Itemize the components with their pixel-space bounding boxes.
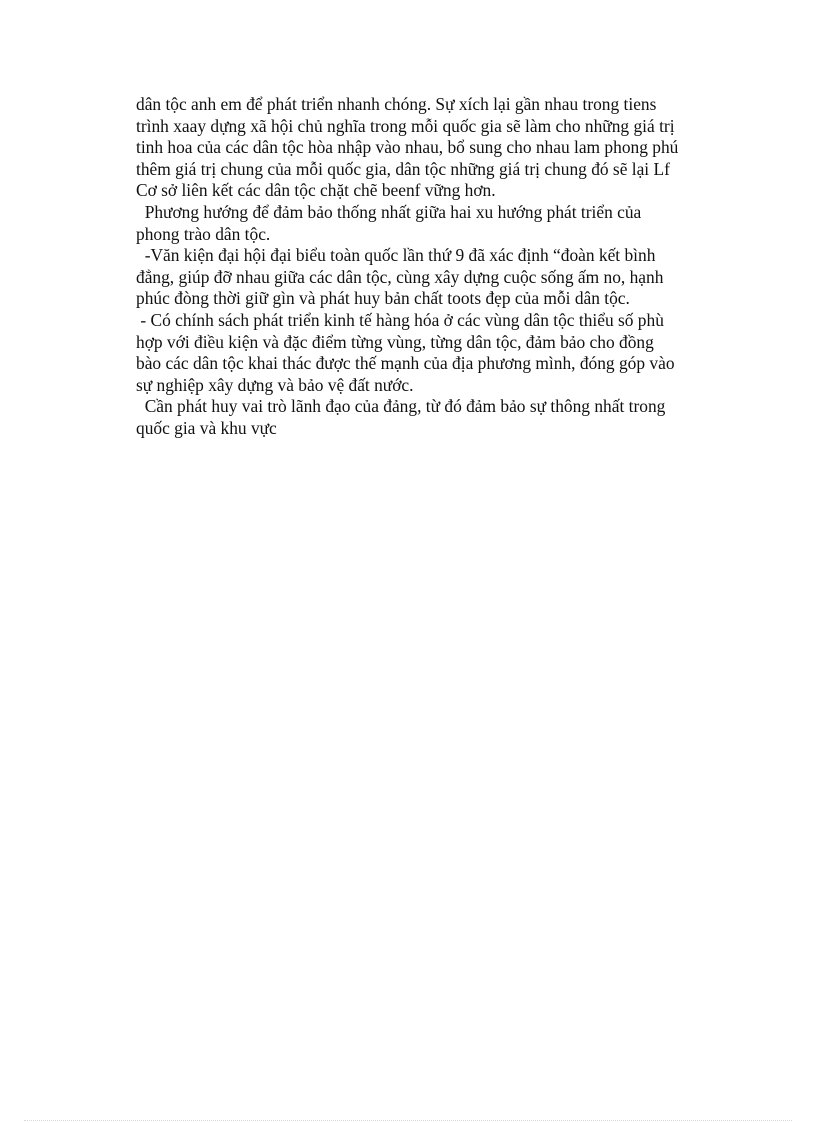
text-line: Phương hướng để đảm bảo thống nhất giữa hai xu hướng phát triển của <box>136 201 642 222</box>
text-line: hợp với điều kiện và đặc điểm từng vùng, từng dân tộc, đảm bảo cho đồng <box>136 331 654 352</box>
text-line: - Có chính sách phát triển kinh tế hàng hóa ở các vùng dân tộc thiểu số phù <box>136 309 664 330</box>
page-bottom-divider <box>24 1120 792 1121</box>
text-line: Cần phát huy vai trò lãnh đạo của đảng, từ đó đảm bảo sự thông nhất trong <box>136 396 666 417</box>
text-line: phong trào dân tộc. <box>136 223 271 244</box>
text-line: phúc đòng thời giữ gìn và phát huy bản chất toots đẹp của mỗi dân tộc. <box>136 288 630 309</box>
text-line: Cơ sở liên kết các dân tộc chặt chẽ beenf vững hơn. <box>136 180 496 201</box>
text-line: thêm giá trị chung của mỗi quốc gia, dân tộc những giá trị chung đó sẽ lại Lf <box>136 158 670 179</box>
text-line: tinh hoa của các dân tộc hòa nhập vào nhau, bổ sung cho nhau lam phong phú <box>136 137 679 158</box>
text-line: trình xaay dựng xã hội chủ nghĩa trong mỗi quốc gia sẽ làm cho những giá trị <box>136 115 675 136</box>
text-line: sự nghiệp xây dựng và bảo vệ đất nước. <box>136 374 414 395</box>
text-line: -Văn kiện đại hội đại biểu toàn quốc lần thứ 9 đã xác định “đoàn kết bình <box>136 245 656 266</box>
text-line: bào các dân tộc khai thác được thế mạnh của địa phương mình, đóng góp vào <box>136 353 675 374</box>
text-line: dân tộc anh em để phát triển nhanh chóng. Sự xích lại gần nhau trong tiens <box>136 94 657 114</box>
body-text <box>136 94 746 440</box>
text-line: đẳng, giúp đỡ nhau giữa các dân tộc, cùng xây dựng cuộc sống ấm no, hạnh <box>136 266 664 287</box>
text-line: quốc gia và khu vực <box>136 417 277 438</box>
